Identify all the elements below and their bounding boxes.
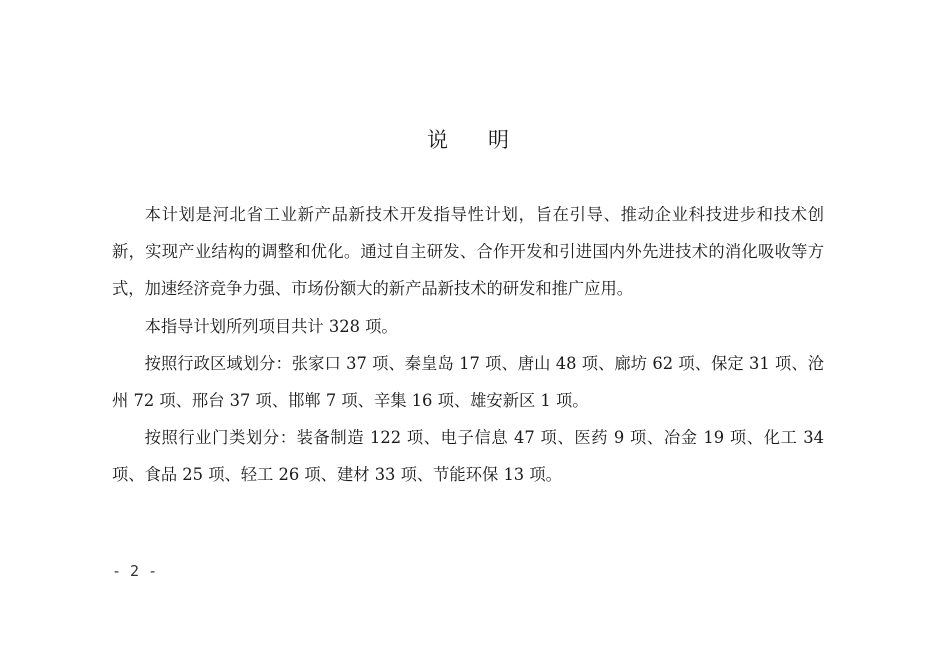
document-body [112, 196, 824, 494]
paragraph-purpose: 本计划是河北省工业新产品新技术开发指导性计划，旨在引导、推动企业科技进步和技术创新，实现产业结构的调整和优化。通过自主研发、合作开发和引进国内外先进技术的消化吸收等方式，加速经济竞争力强、市场份额大的新产品新技术的研发和推广应用。 [112, 205, 824, 299]
paragraph-by-region: 按照行政区域划分：张家口 37 项、秦皇岛 17 项、唐山 48 项、廊坊 62 项、保定 31 项、沧州 72 项、邢台 37 项、邯郸 7 项、辛集 16 项、雄安新区 1 项。 [112, 353, 824, 411]
paragraph-total-count: 本指导计划所列项目共计 328 项。 [144, 316, 398, 336]
page-number: - 2 - [112, 562, 158, 580]
document-title: 说 明 [426, 128, 510, 152]
paragraph-by-industry: 按照行业门类划分：装备制造 122 项、电子信息 47 项、医药 9 项、冶金 19 项、化工 34 项、食品 25 项、轻工 26 项、建材 33 项、节能环保 13 项。 [112, 428, 824, 485]
